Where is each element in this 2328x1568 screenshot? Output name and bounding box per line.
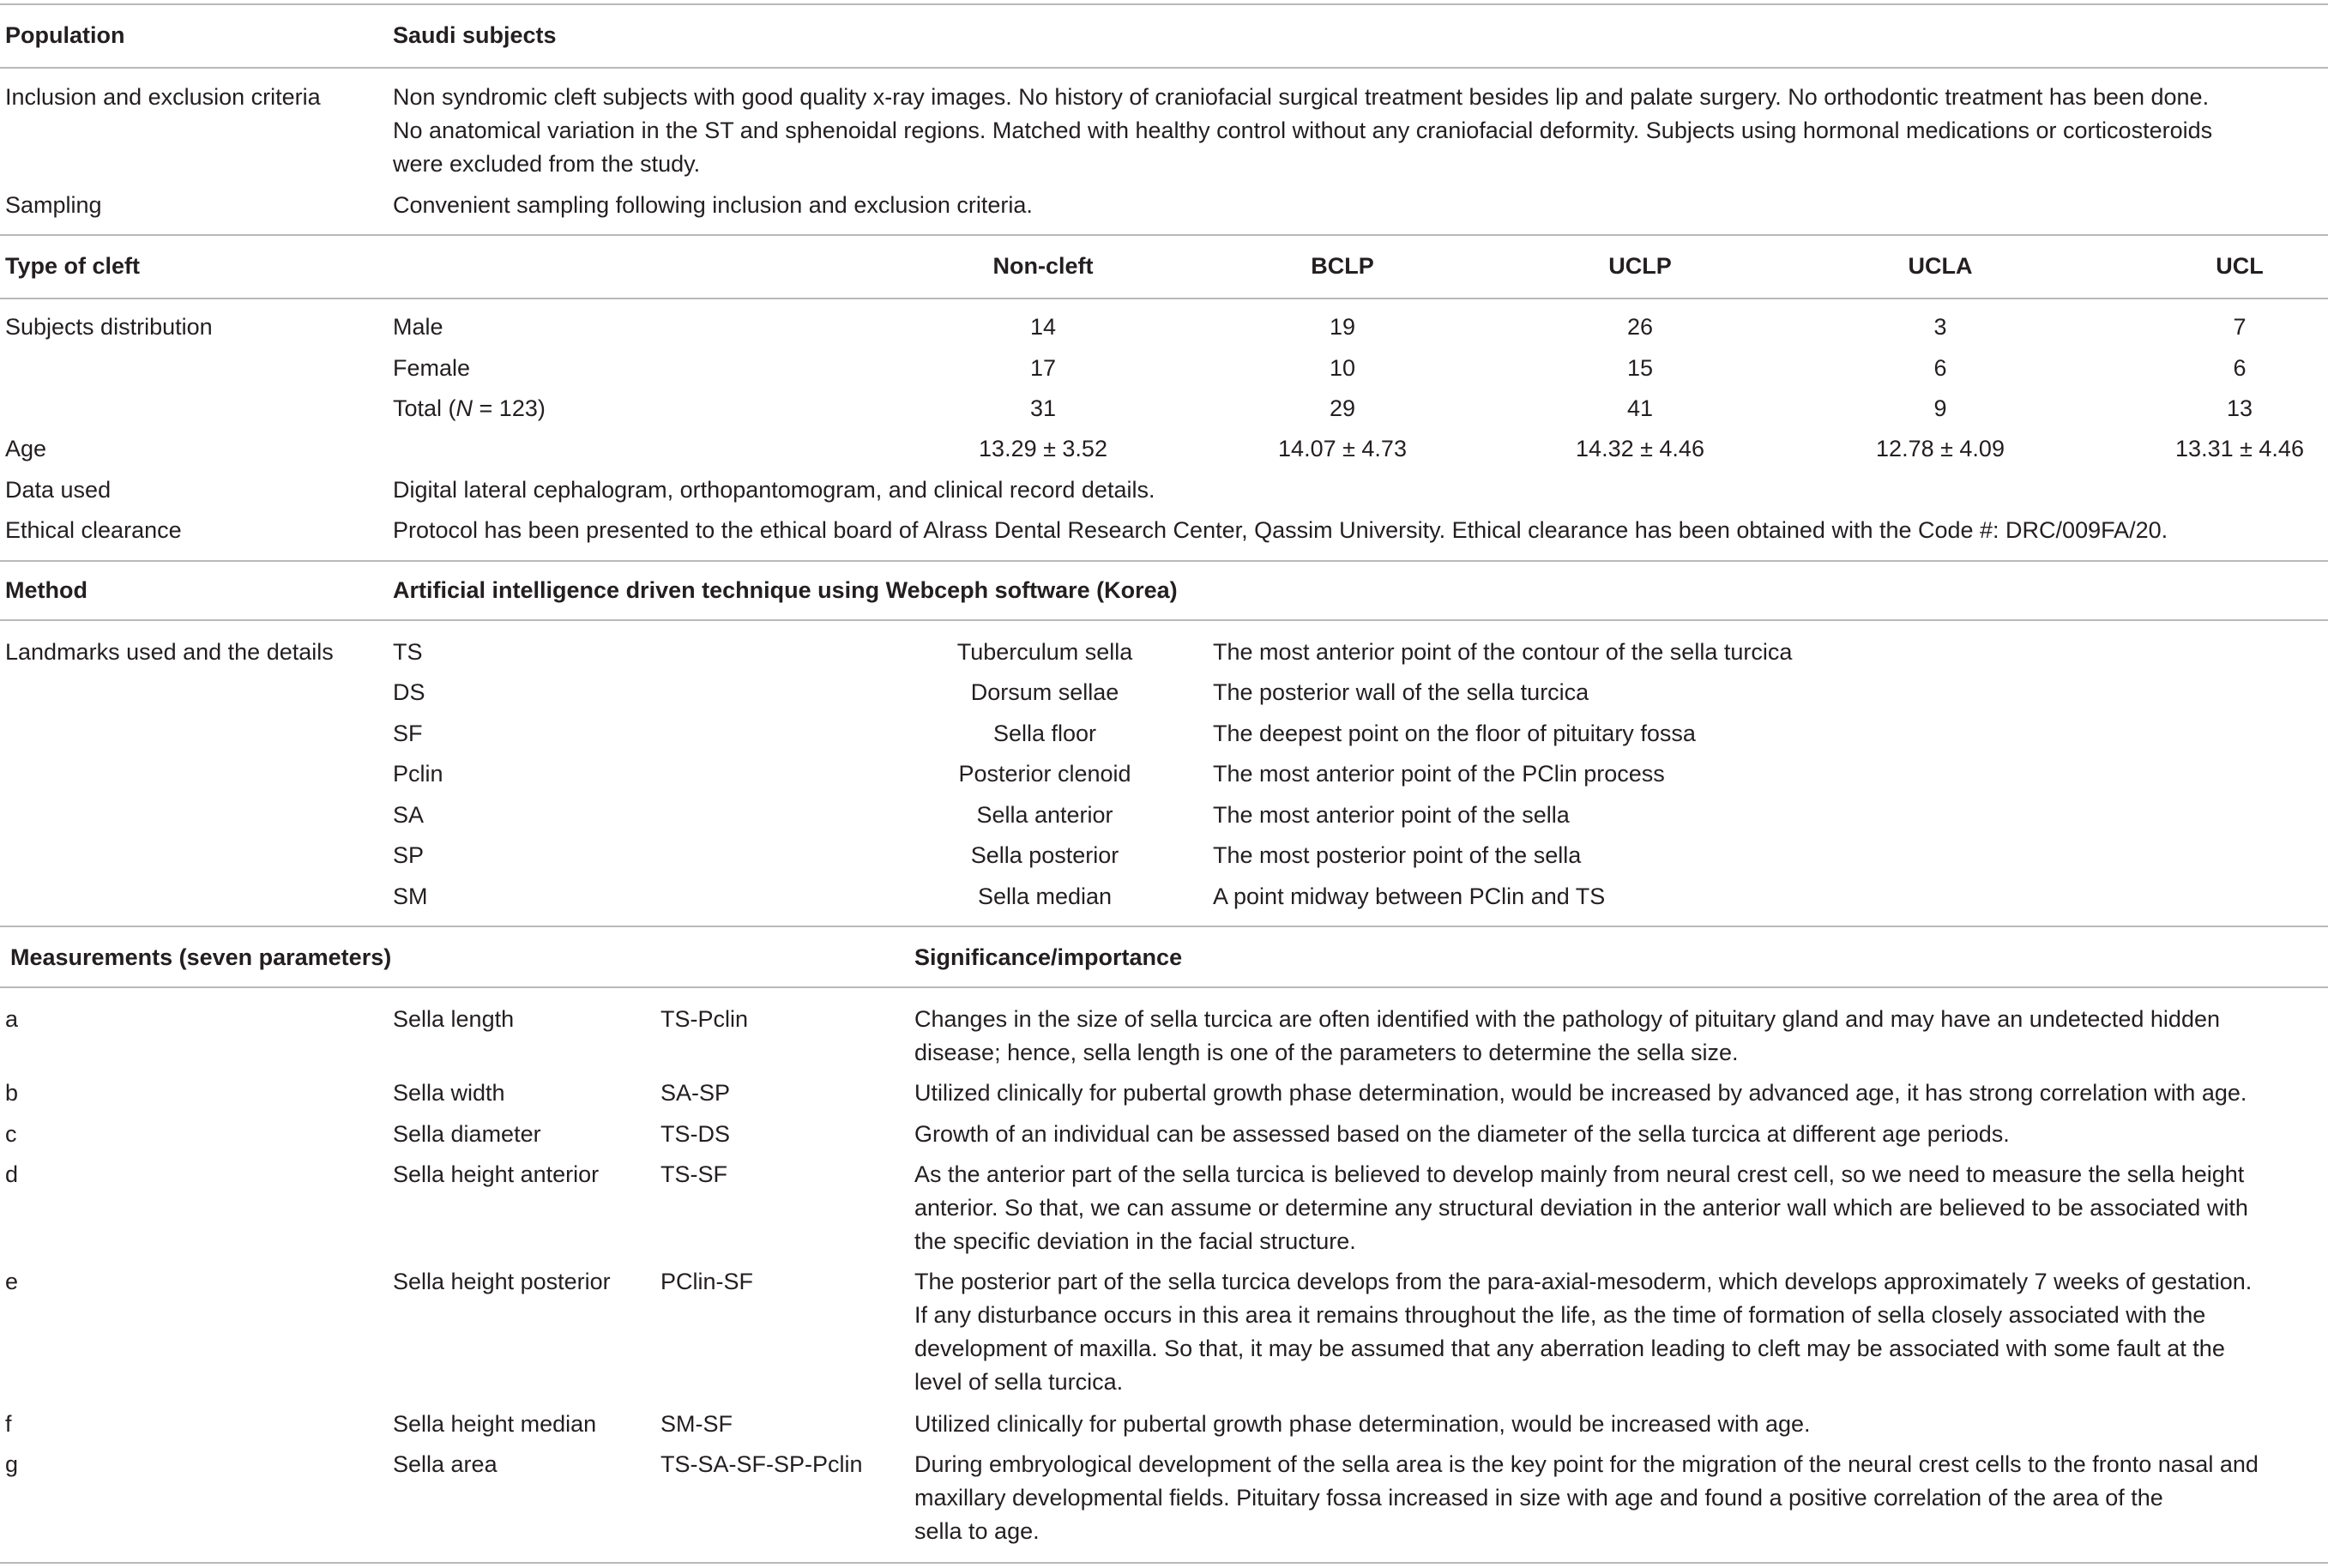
table-cell: 12.78 ± 4.09: [1876, 436, 2005, 461]
significance-line: The posterior part of the sella turcica develops from the para-axial-mesoderm, which develops approximately 7 weeks of gestation.: [914, 1269, 2253, 1294]
column-header-ucl: UCL: [2216, 253, 2264, 279]
distribution-row-label: Total (N = 123): [393, 395, 546, 421]
measurement-letter: f: [5, 1411, 12, 1437]
measurement-name: Sella height anterior: [393, 1161, 600, 1187]
measurements-header-label: Measurements (seven parameters): [10, 944, 392, 970]
significance-line: As the anterior part of the sella turcica is believed to develop mainly from neural crest cell, so we need to measure the sella height: [914, 1161, 2245, 1187]
significance-line: If any disturbance occurs in this area it remains throughout the life, as the time of formation of sella closely associated with the: [914, 1302, 2206, 1328]
table-rule: [0, 298, 2328, 299]
measurement-code: SA-SP: [660, 1080, 731, 1106]
measurement-letter: e: [5, 1269, 19, 1294]
table-cell: 15: [1626, 355, 1654, 381]
measurement-name: Sella length: [393, 1006, 515, 1032]
landmark-description: The posterior wall of the sella turcica: [1213, 679, 1589, 705]
table-cell: 10: [1329, 355, 1356, 381]
column-header-non-cleft: Non-cleft: [992, 253, 1094, 279]
measurement-code: SM-SF: [660, 1411, 733, 1437]
significance-line: the specific deviation in the facial structure.: [914, 1228, 1356, 1254]
table-cell: 7: [2233, 314, 2247, 340]
distribution-row-label: Male: [393, 314, 443, 340]
landmark-abbr: SA: [393, 802, 425, 828]
landmark-abbr: SM: [393, 884, 428, 909]
method-header-label: Method: [5, 577, 87, 603]
measurement-code: TS-Pclin: [660, 1006, 749, 1032]
inclusion-criteria-line: No anatomical variation in the ST and sphenoidal regions. Matched with healthy control without any craniofacial deformity. Subjects using hormonal medications or corticosteroids: [393, 118, 2213, 143]
significance-line: anterior. So that, we can assume or determine any structural deviation in the anterior wall which are believed to be associated with: [914, 1195, 2248, 1221]
table-rule: [0, 1562, 2328, 1564]
table-cell: 13.31 ± 4.46: [2175, 436, 2304, 461]
measurement-code: TS-DS: [660, 1121, 730, 1147]
measurement-letter: g: [5, 1451, 19, 1477]
measurement-letter: b: [5, 1080, 19, 1106]
method-header-value: Artificial intelligence driven technique using Webceph software (Korea): [393, 577, 1178, 603]
measurement-code: TS-SA-SF-SP-Pclin: [660, 1451, 863, 1477]
table-cell: 9: [1933, 395, 1947, 421]
column-header-ucla: UCLA: [1908, 253, 1973, 279]
landmark-description: The most anterior point of the sella: [1213, 802, 1570, 828]
table-cell: 14: [1029, 314, 1057, 340]
table-cell: 3: [1933, 314, 1947, 340]
table-cell: 14.07 ± 4.73: [1278, 436, 1407, 461]
landmark-description: The most anterior point of the PClin process: [1213, 761, 1665, 787]
landmark-name: Sella anterior: [976, 802, 1113, 828]
table-rule: [0, 3, 2328, 5]
measurement-name: Sella width: [393, 1080, 505, 1106]
measurement-name: Sella height posterior: [393, 1269, 611, 1294]
landmark-name: Posterior clenoid: [958, 761, 1131, 787]
table-rule: [0, 67, 2328, 69]
table-cell: 13.29 ± 3.52: [979, 436, 1107, 461]
landmark-abbr: TS: [393, 639, 423, 665]
population-header-label: Population: [5, 22, 125, 48]
landmark-name: Tuberculum sella: [956, 639, 1133, 665]
table-rule: [0, 986, 2328, 988]
landmark-abbr: DS: [393, 679, 425, 705]
distribution-row-label: Female: [393, 355, 471, 381]
table-cell: 13: [2226, 395, 2253, 421]
ethical-clearance-value: Protocol has been presented to the ethical board of Alrass Dental Research Center, Qassim University. Ethical clearance has been obtained with the Code #: DRC/009FA/20.: [393, 517, 2168, 543]
table-cell: 29: [1329, 395, 1356, 421]
table-rule: [0, 234, 2328, 236]
table-rule: [0, 560, 2328, 562]
table-cell: 41: [1626, 395, 1654, 421]
significance-line: Growth of an individual can be assessed based on the diameter of the sella turcica at different age periods.: [914, 1121, 2010, 1147]
measurement-name: Sella height median: [393, 1411, 597, 1437]
landmark-name: Dorsum sellae: [970, 679, 1119, 705]
measurement-letter: a: [5, 1006, 19, 1032]
inclusion-criteria-label: Inclusion and exclusion criteria: [5, 84, 321, 110]
significance-line: During embryological development of the sella area is the key point for the migration of the neural crest cells to the fronto nasal and: [914, 1451, 2259, 1477]
inclusion-criteria-line: were excluded from the study.: [393, 151, 701, 177]
landmark-description: The most anterior point of the contour of the sella turcica: [1213, 639, 1793, 665]
data-used-value: Digital lateral cephalogram, orthopantomogram, and clinical record details.: [393, 477, 1155, 503]
significance-line: Changes in the size of sella turcica are often identified with the pathology of pituitary gland and may have an undetected hidden: [914, 1006, 2220, 1032]
table-cell: 31: [1029, 395, 1057, 421]
table-cell: 17: [1029, 355, 1057, 381]
subjects-distribution-label: Subjects distribution: [5, 314, 213, 340]
measurement-letter: d: [5, 1161, 19, 1187]
inclusion-criteria-line: Non syndromic cleft subjects with good quality x-ray images. No history of craniofacial surgical treatment besides lip and palate surgery. No orthodontic treatment has been done.: [393, 84, 2210, 110]
significance-header-label: Significance/importance: [914, 944, 1183, 970]
landmark-abbr: Pclin: [393, 761, 443, 787]
table-rule: [0, 926, 2328, 927]
landmark-description: The most posterior point of the sella: [1213, 842, 1582, 868]
table-cell: 19: [1329, 314, 1356, 340]
landmark-abbr: SF: [393, 721, 423, 746]
sampling-value: Convenient sampling following inclusion and exclusion criteria.: [393, 192, 1033, 218]
ethical-clearance-label: Ethical clearance: [5, 517, 182, 543]
significance-line: Utilized clinically for pubertal growth phase determination, would be increased with age.: [914, 1411, 1811, 1437]
significance-line: sella to age.: [914, 1518, 1040, 1544]
table-cell: 26: [1626, 314, 1654, 340]
column-header-uclp: UCLP: [1608, 253, 1672, 279]
significance-line: development of maxilla. So that, it may be assumed that any aberration leading to cleft may be associated with some fault at the: [914, 1336, 2225, 1361]
table-cell: 6: [2233, 355, 2247, 381]
measurement-name: Sella diameter: [393, 1121, 541, 1147]
landmark-abbr: SP: [393, 842, 425, 868]
sampling-label: Sampling: [5, 192, 102, 218]
measurement-code: PClin-SF: [660, 1269, 754, 1294]
significance-line: maxillary developmental fields. Pituitary fossa increased in size with age and found a positive correlation of the area of the: [914, 1485, 2163, 1511]
measurement-letter: c: [5, 1121, 17, 1147]
table-cell: 14.32 ± 4.46: [1576, 436, 1704, 461]
landmarks-label: Landmarks used and the details: [5, 639, 334, 665]
landmark-description: A point midway between PClin and TS: [1213, 884, 1606, 909]
landmark-description: The deepest point on the floor of pituitary fossa: [1213, 721, 1696, 746]
measurement-name: Sella area: [393, 1451, 498, 1477]
landmark-name: Sella posterior: [970, 842, 1119, 868]
significance-line: level of sella turcica.: [914, 1369, 1124, 1395]
table-cell: 6: [1933, 355, 1947, 381]
measurement-code: TS-SF: [660, 1161, 727, 1187]
landmark-name: Sella floor: [992, 721, 1097, 746]
significance-line: Utilized clinically for pubertal growth phase determination, would be increased by advanced age, it has strong correlation with age.: [914, 1080, 2247, 1106]
age-label: Age: [5, 436, 47, 461]
data-used-label: Data used: [5, 477, 112, 503]
significance-line: disease; hence, sella length is one of the parameters to determine the sella size.: [914, 1040, 1739, 1065]
column-header-bclp: BCLP: [1311, 253, 1374, 279]
cleft-header-label: Type of cleft: [5, 253, 141, 279]
landmark-name: Sella median: [977, 884, 1113, 909]
population-header-value: Saudi subjects: [393, 22, 557, 48]
table-rule: [0, 619, 2328, 621]
